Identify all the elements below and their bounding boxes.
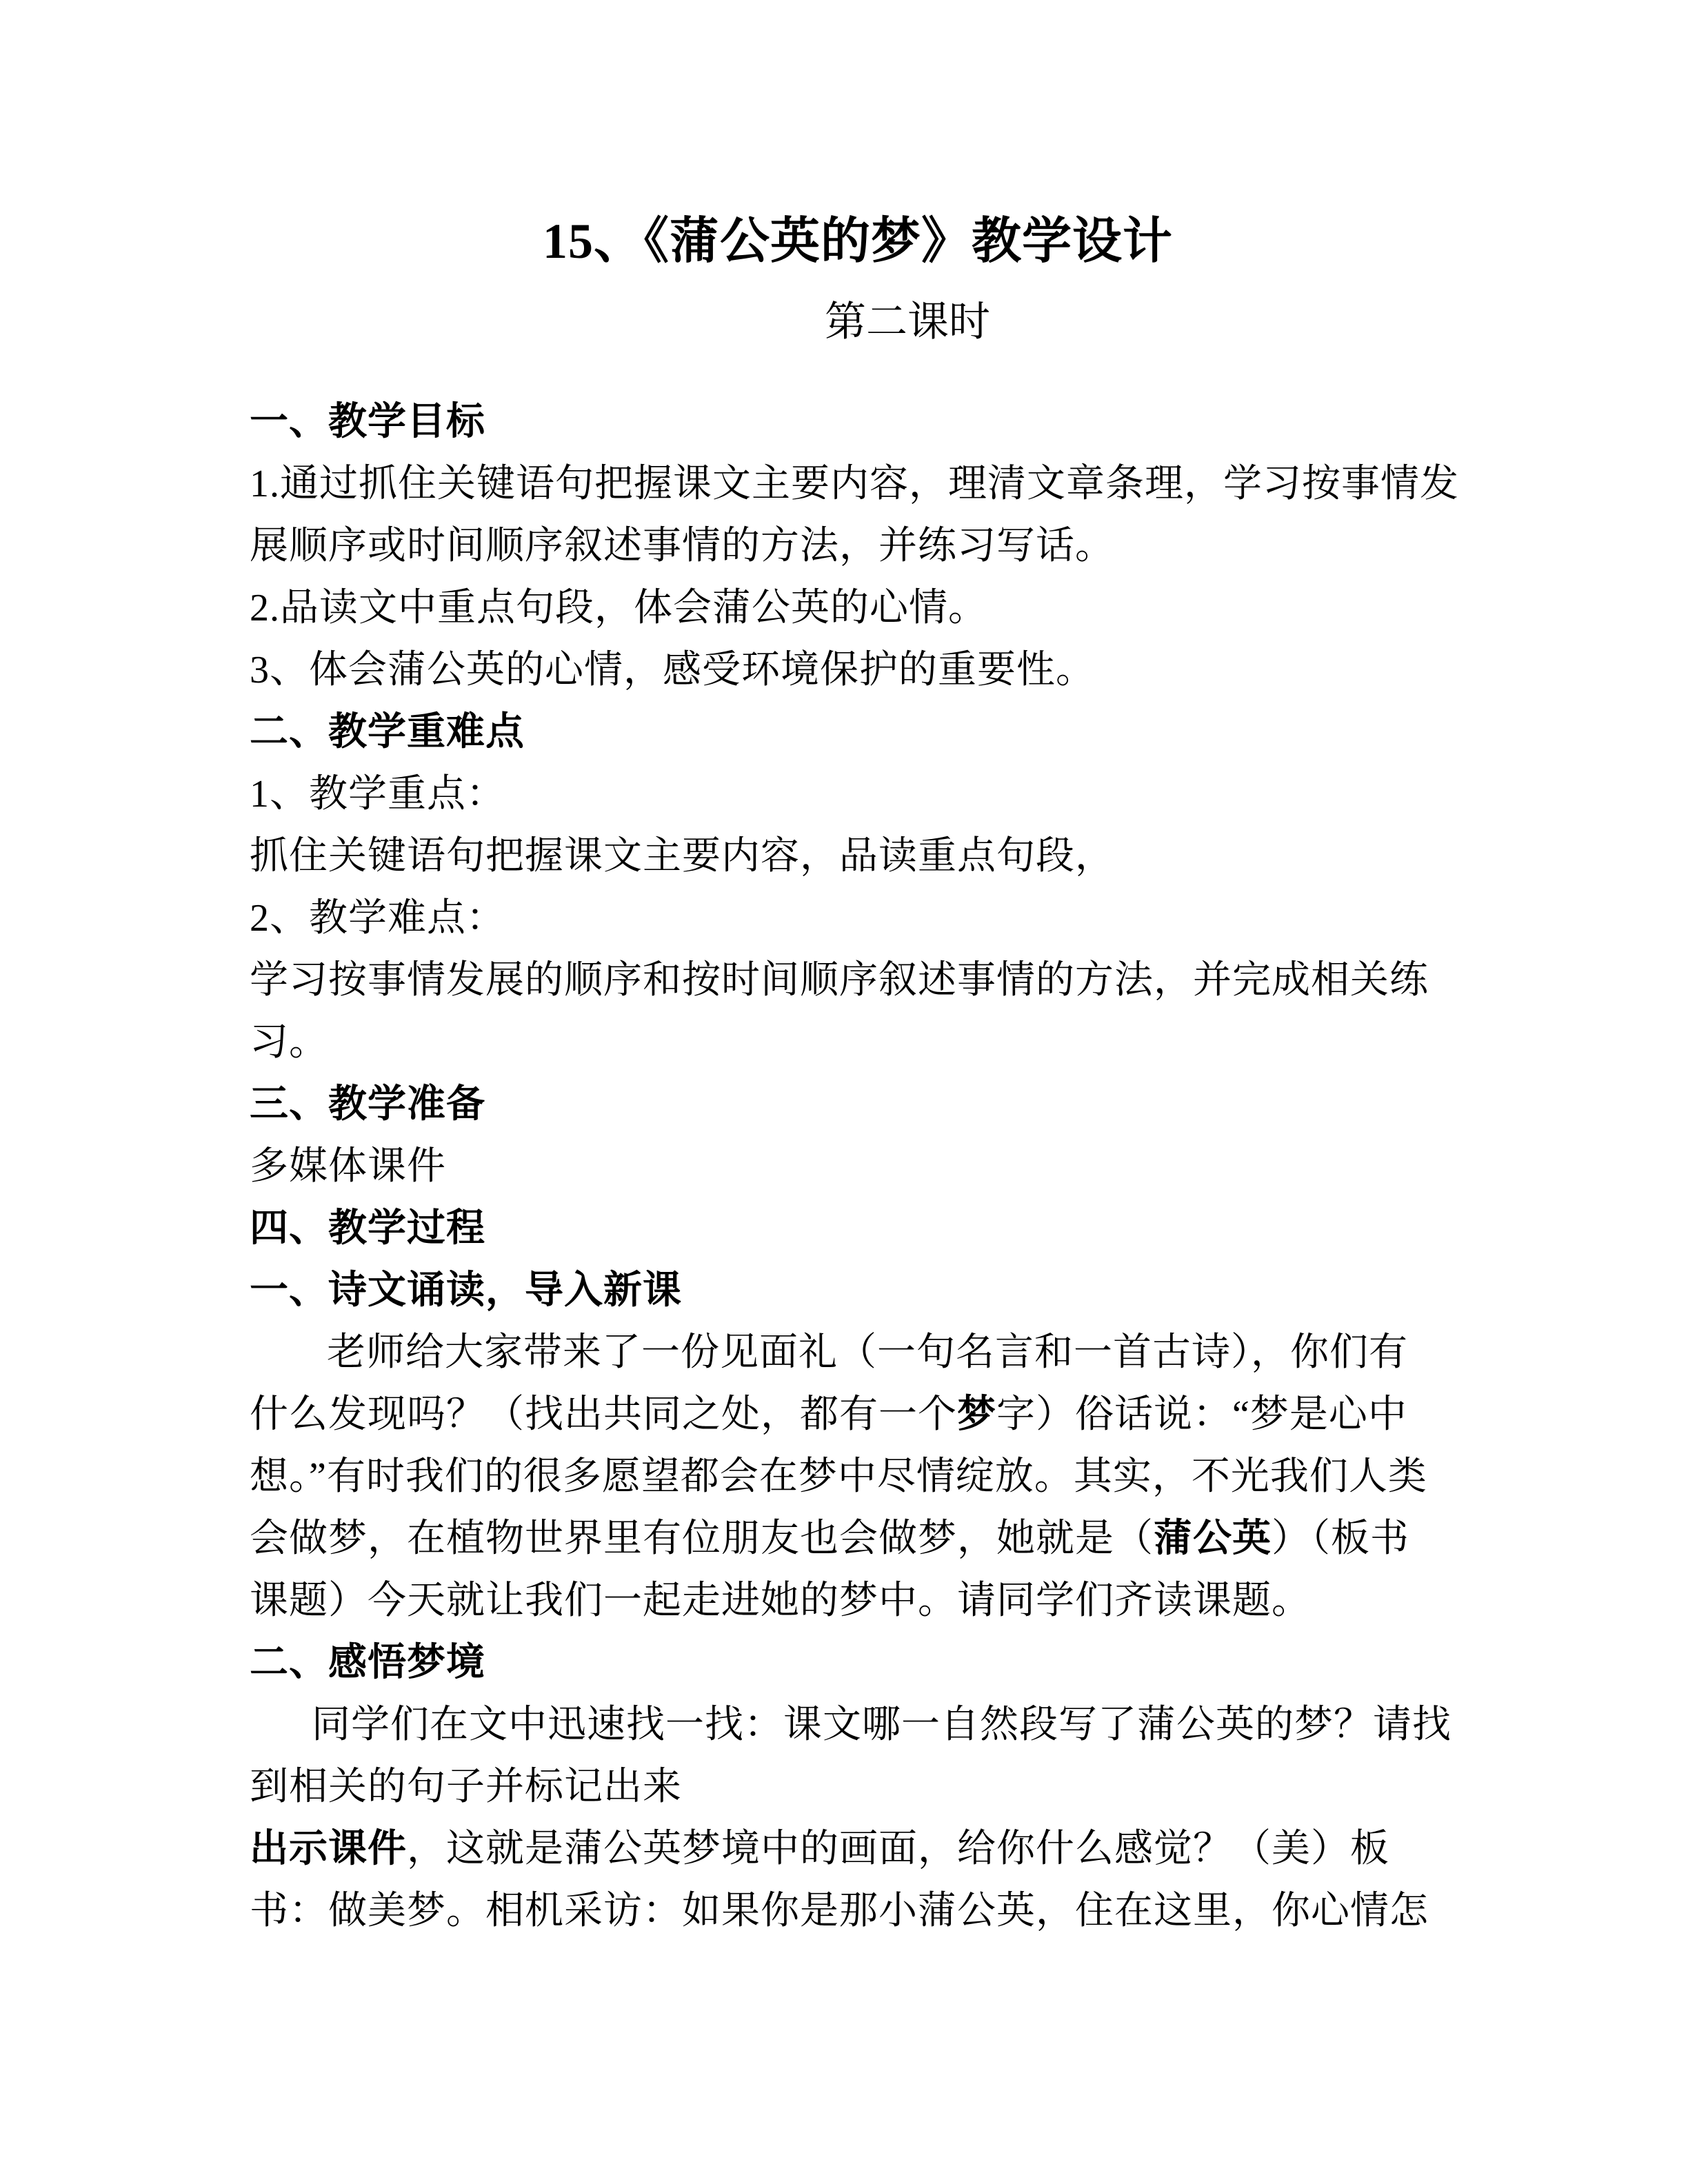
text-line (250, 1818, 1447, 1880)
text-line (250, 1570, 1447, 1632)
text-line (250, 763, 1447, 825)
text-segment: ）（板书 (1272, 1517, 1409, 1560)
text-segment: 课题）今天就让我们一起走进她的梦中。请同学们齐读课题。 (250, 1579, 1311, 1622)
text-segment: 字）俗话说：“梦是心中 (996, 1393, 1407, 1436)
text-segment: 到相关的句子并标记出来 (250, 1766, 682, 1808)
text-line (250, 949, 1447, 1011)
text-line (250, 639, 1447, 701)
text-segment: 抓住关键语句把握课文主要内容，品读重点句段， (250, 835, 1114, 878)
text-line (250, 1011, 1447, 1073)
text-line (250, 1446, 1447, 1508)
text-line (250, 887, 1447, 949)
text-line (250, 1508, 1447, 1570)
bold-text-segment: 蒲公英 (1154, 1517, 1272, 1560)
heading-line (250, 1260, 1447, 1322)
text-line (250, 515, 1447, 577)
text-segment: 学习按事情发展的顺序和按时间顺序叙述事情的方法，并完成相关练 (250, 959, 1429, 1002)
text-line (250, 1756, 1447, 1818)
bold-text-segment: 四、教学过程 (250, 1207, 485, 1250)
bold-text-segment: 一、诗文诵读，导入新课 (250, 1269, 682, 1312)
document-title: 15、《蒲公英的梦》教学设计 (542, 214, 1173, 269)
heading-line (250, 391, 1447, 453)
text-segment: 会做梦，在植物世界里有位朋友也会做梦，她就是（ (250, 1517, 1154, 1560)
heading-line (250, 1073, 1447, 1135)
text-segment: 老师给大家带来了一份见面礼（一句名言和一首古诗），你们有 (327, 1331, 1408, 1374)
text-line (250, 825, 1447, 887)
text-segment: 1.通过抓住关键语句把握课文主要内容，理清文章条理，学习按事情发 (250, 463, 1459, 505)
bold-text-segment: 二、教学重难点 (250, 711, 525, 754)
text-segment: 多媒体课件 (250, 1145, 446, 1188)
text-line (250, 1322, 1447, 1384)
document-body (250, 391, 1459, 1942)
text-segment: 习。 (250, 1021, 328, 1064)
text-segment: 3、体会蒲公英的心情，感受环境保护的重要性。 (250, 649, 1095, 691)
heading-line (250, 1632, 1447, 1694)
text-line (250, 1880, 1447, 1942)
text-segment: 同学们在文中迅速找一找：课文哪一自然段写了蒲公英的梦？请找 (312, 1703, 1451, 1746)
text-line (250, 1694, 1451, 1756)
heading-line (250, 1197, 1447, 1260)
text-segment: 书：做美梦。相机采访：如果你是那小蒲公英，住在这里，你心情怎 (250, 1890, 1429, 1932)
heading-line (250, 701, 1447, 763)
bold-text-segment: 出示课件 (250, 1828, 407, 1870)
bold-text-segment: 一、教学目标 (250, 401, 485, 443)
text-segment: 想。”有时我们的很多愿望都会在梦中尽情绽放。其实，不光我们人类 (250, 1455, 1427, 1498)
text-segment: ，这就是蒲公英梦境中的画面，给你什么感觉？（美）板 (407, 1828, 1389, 1870)
text-segment: 什么发现吗？（找出共同之处，都有一个 (250, 1393, 957, 1436)
text-segment: 2.品读文中重点句段，体会蒲公英的心情。 (250, 587, 987, 629)
text-segment: 展顺序或时间顺序叙述事情的方法，并练习写话。 (250, 525, 1114, 567)
text-line (250, 453, 1459, 515)
text-line (250, 1384, 1447, 1446)
text-line (250, 577, 1447, 639)
bold-text-segment: 三、教学准备 (250, 1083, 485, 1126)
text-line (250, 1135, 1447, 1197)
text-segment: 2、教学难点： (250, 897, 505, 940)
bold-text-segment: 二、感悟梦境 (250, 1641, 485, 1684)
document-subtitle: 第二课时 (825, 299, 990, 345)
bold-text-segment: 梦 (957, 1393, 996, 1436)
text-segment: 1、教学重点： (250, 773, 505, 816)
